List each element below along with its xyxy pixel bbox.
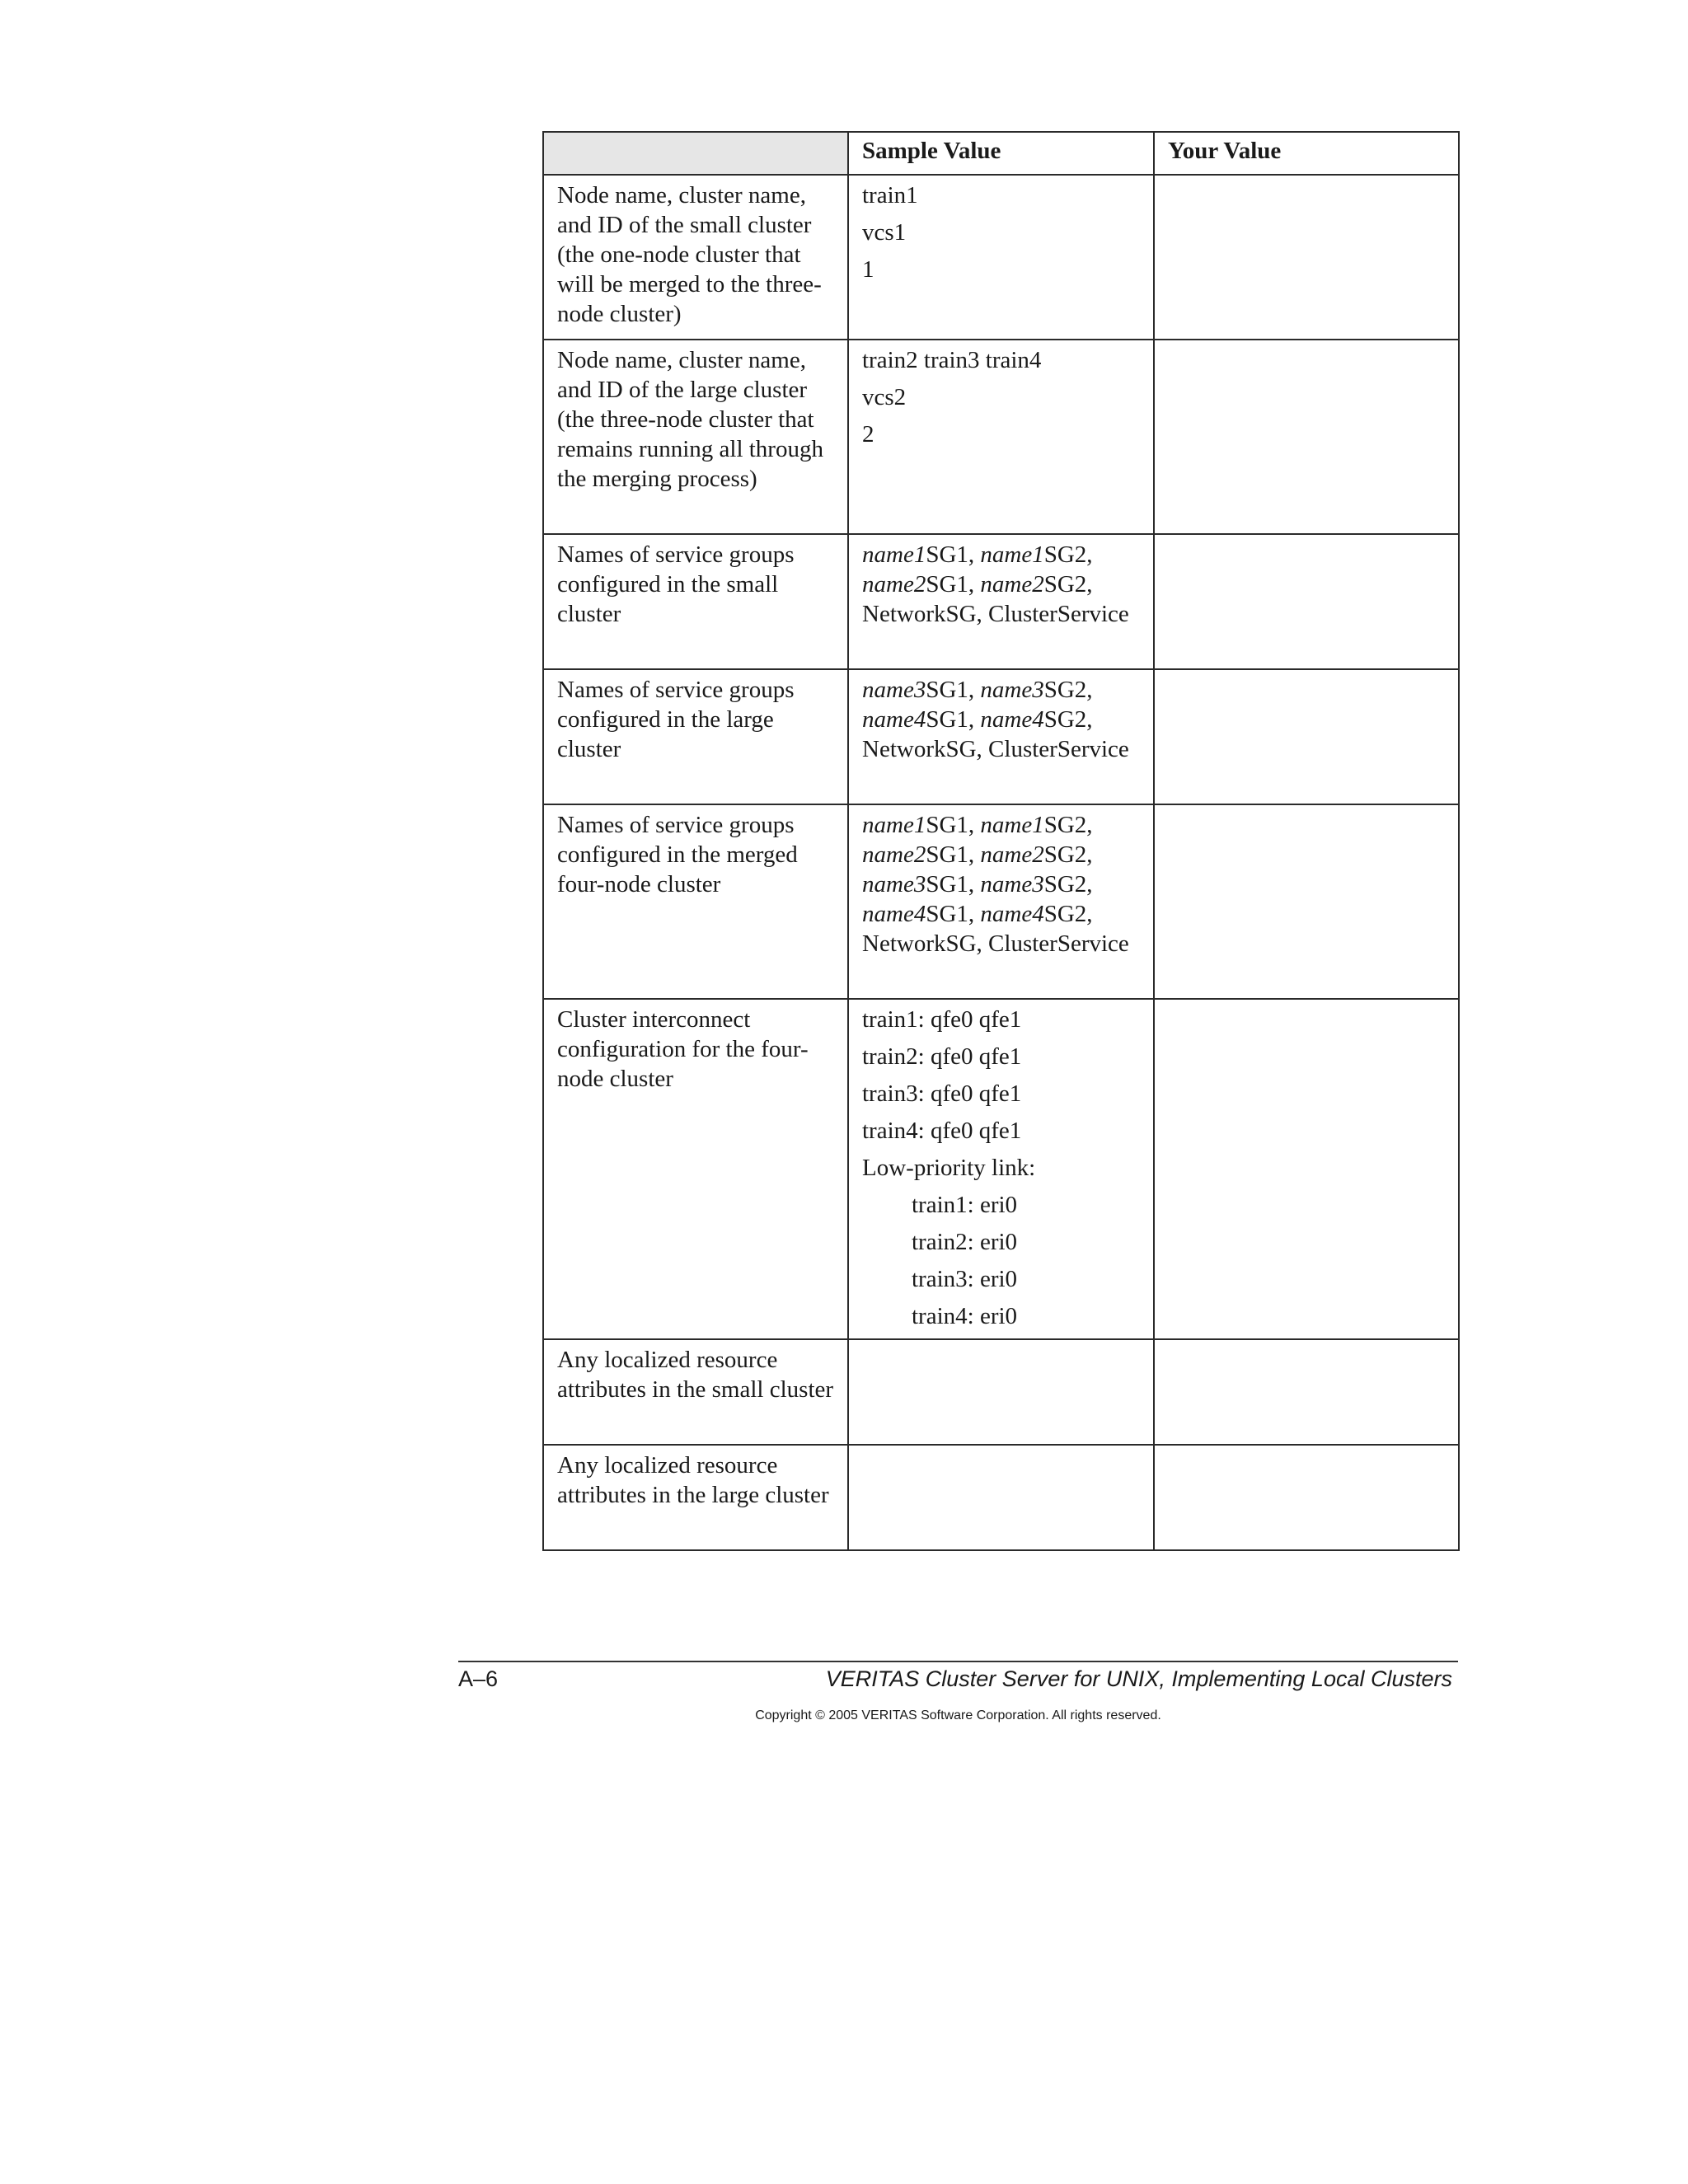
table-row [543,175,1459,340]
table-row [543,669,1459,804]
sample-line: train4: qfe0 qfe1 [862,1118,1022,1144]
sample-text: name3SG1, name3SG2, name4SG1, name4SG2, NetworkSG, ClusterService [862,677,1129,762]
sample-value-cell [848,999,1154,1339]
sample-line: train1: qfe0 qfe1 [862,1006,1022,1033]
table-row [543,1445,1459,1550]
your-value-cell [1154,534,1459,669]
footer-title: VERITAS Cluster Server for UNIX, Implementing Local Clusters [825,1666,1452,1691]
row-label: Any localized resource attributes in the large cluster [557,1452,829,1508]
table-row [543,1339,1459,1445]
row-label: Names of service groups configured in the large cluster [557,677,795,762]
table-row [543,999,1459,1339]
sample-value-cell [848,340,1154,534]
row-label: Node name, cluster name, and ID of the large cluster (the three-node cluster that remains running all through the merging process) [557,347,823,492]
sample-line: vcs1 [862,219,907,246]
sample-line: train3: qfe0 qfe1 [862,1080,1022,1107]
header-blank-cell [543,132,848,175]
table-header-row [543,132,1459,175]
sample-value-cell [848,1339,1154,1445]
row-label: Names of service groups configured in the merged four-node cluster [557,812,798,898]
header-sample-value: Sample Value [848,132,1154,175]
row-label: Node name, cluster name, and ID of the small cluster (the one-node cluster that will be merged to the three-node cluster) [557,182,822,327]
sample-line: 2 [862,421,874,448]
page-number: A–6 [458,1666,499,1691]
sample-indented-line: train1: eri0 [912,1192,1018,1218]
row-label-cell [543,1339,848,1445]
footer-divider [458,1661,1458,1662]
row-label: Names of service groups configured in the small cluster [557,541,795,627]
worksheet-container [542,131,1458,1551]
sample-value-cell [848,1445,1154,1550]
row-label-cell [543,669,848,804]
sample-line: vcs2 [862,384,907,410]
sample-text: name1SG1, name1SG2, name2SG1, name2SG2, name3SG1, name3SG2, name4SG1, name4SG2, NetworkSG, ClusterService [862,812,1129,957]
table-row [543,340,1459,534]
sample-indented-line: train3: eri0 [912,1266,1018,1292]
sample-value-cell [848,669,1154,804]
your-value-cell [1154,999,1459,1339]
your-value-cell [1154,1339,1459,1445]
row-label: Cluster interconnect configuration for the four-node cluster [557,1006,809,1092]
sample-indented-line: train4: eri0 [912,1303,1018,1329]
row-label-cell [543,1445,848,1550]
your-value-cell [1154,175,1459,340]
sample-line: 1 [862,256,874,283]
sample-value-cell [848,534,1154,669]
sample-value-cell [848,175,1154,340]
table-row [543,534,1459,669]
your-value-cell [1154,340,1459,534]
cluster-merge-worksheet-table [542,131,1460,1551]
row-label-cell [543,340,848,534]
sample-text: name1SG1, name1SG2, name2SG1, name2SG2, NetworkSG, ClusterService [862,541,1129,627]
sample-line: train1 [862,182,918,209]
row-label-cell [543,999,848,1339]
your-value-cell [1154,669,1459,804]
sample-line: Low-priority link: [862,1155,1036,1181]
sample-value-cell [848,804,1154,999]
row-label-cell [543,804,848,999]
sample-indented-line: train2: eri0 [912,1229,1018,1255]
row-label-cell [543,175,848,340]
header-your-value: Your Value [1154,132,1459,175]
table-row [543,804,1459,999]
row-label-cell [543,534,848,669]
your-value-cell [1154,1445,1459,1550]
your-value-cell [1154,804,1459,999]
row-label: Any localized resource attributes in the small cluster [557,1347,834,1403]
copyright-notice: Copyright © 2005 VERITAS Software Corporation. All rights reserved. [755,1708,1161,1722]
sample-line: train2: qfe0 qfe1 [862,1043,1022,1070]
sample-line: train2 train3 train4 [862,347,1042,373]
